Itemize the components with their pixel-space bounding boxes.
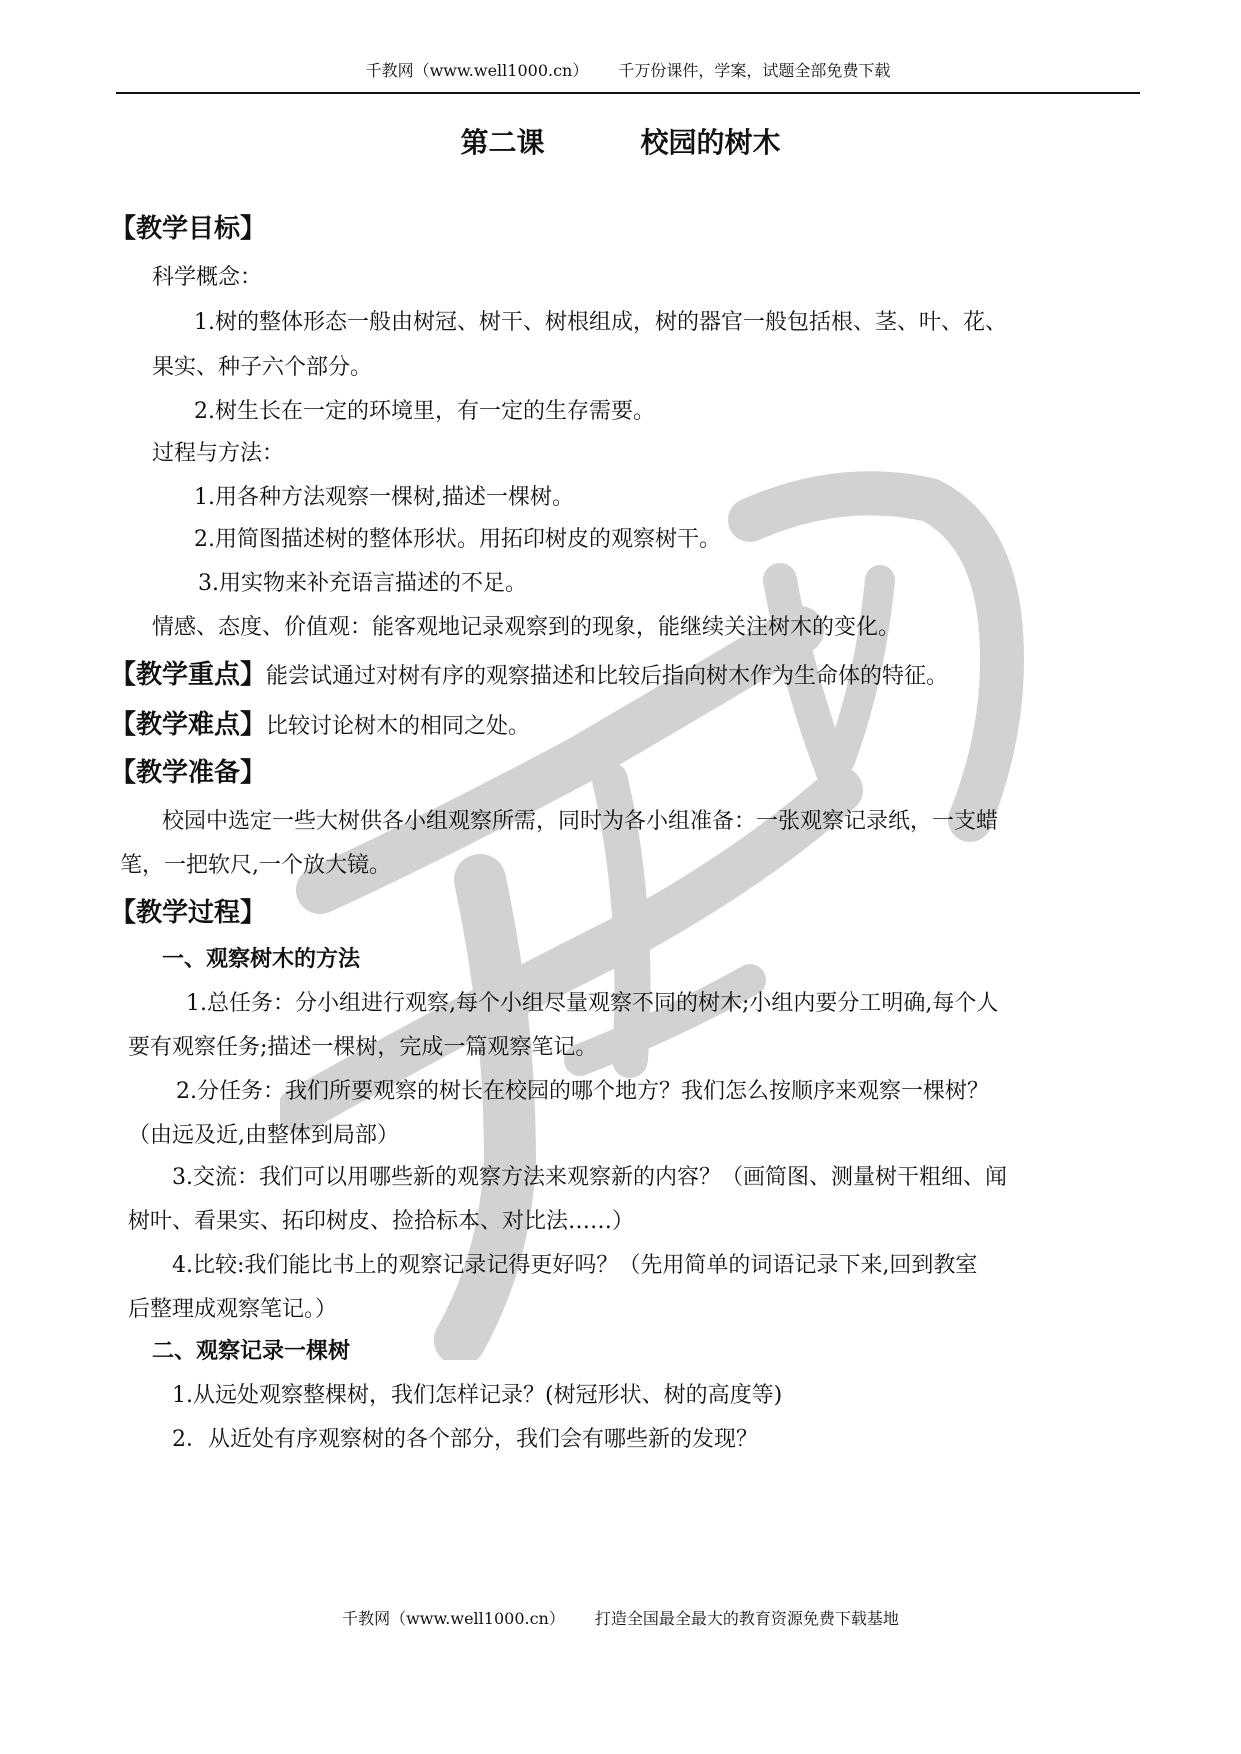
concept-1-line1: 1.树的整体形态一般由树冠、树干、树根组成，树的器官一般包括根、茎、叶、花、 — [194, 310, 1007, 335]
part2-title: 二、观察记录一棵树 — [152, 1339, 351, 1364]
header-site: 千教网（www.well1000.cn） — [365, 61, 589, 80]
part1-item2-line2: （由远及近,由整体到局部） — [128, 1123, 399, 1148]
part1-item4-line2: 后整理成观察笔记。） — [128, 1297, 338, 1322]
lesson-title — [0, 121, 1241, 161]
method-2: 2.用简图描述树的整体形状。用拓印树皮的观察树干。 — [194, 527, 721, 552]
method-1: 1.用各种方法观察一棵树,描述一棵树。 — [194, 485, 574, 510]
part1-item3-line1: 3.交流：我们可以用哪些新的观察方法来观察新的内容？（画简图、测量树干粗细、闻 — [172, 1165, 1007, 1190]
part1-title: 一、观察树木的方法 — [162, 947, 361, 972]
key-point-row — [110, 654, 948, 691]
difficulty-text: 比较讨论树木的相同之处。 — [266, 714, 531, 739]
difficulty-row — [110, 704, 530, 741]
science-concept-label: 科学概念： — [152, 265, 263, 290]
method-3: 3.用实物来补充语言描述的不足。 — [198, 571, 527, 596]
objectives-heading: 【教学目标】 — [110, 214, 267, 244]
attitude-objective: 情感、态度、价值观：能客观地记录观察到的现象，能继续关注树木的变化。 — [152, 615, 901, 640]
footer-slogan: 打造全国最全最大的教育资源免费下载基地 — [594, 1609, 899, 1628]
part1-item3-line2: 树叶、看果实、拓印树皮、捡拾标本、对比法……） — [128, 1209, 635, 1234]
prep-line1: 校园中选定一些大树供各小组观察所需，同时为各小组准备：一张观察记录纸，一支蜡 — [162, 809, 999, 834]
part2-item2: 2．从近处有序观察树的各个部分，我们会有哪些新的发现？ — [172, 1427, 758, 1452]
key-heading: 【教学重点】 — [110, 660, 267, 690]
part1-item4-line1: 4.比较:我们能比书上的观察记录记得更好吗？（先用简单的词语记录下来,回到教室 — [172, 1253, 978, 1278]
difficulty-heading: 【教学难点】 — [110, 710, 267, 740]
page-header — [116, 58, 1140, 94]
part1-item1-line1: 1.总任务：分小组进行观察,每个小组尽量观察不同的树木;小组内要分工明确,每个人 — [186, 991, 999, 1016]
key-text: 能尝试通过对树有序的观察描述和比较后指向树木作为生命体的特征。 — [266, 664, 949, 689]
part1-item1-line2: 要有观察任务;描述一棵树，完成一篇观察笔记。 — [128, 1035, 598, 1060]
part2-item1: 1.从远处观察整棵树，我们怎样记录？(树冠形状、树的高度等) — [172, 1383, 783, 1408]
part1-item2-line1: 2.分任务：我们所要观察的树长在校园的哪个地方？我们怎么按顺序来观察一棵树？ — [176, 1079, 989, 1104]
page-footer — [0, 1606, 1241, 1629]
lesson-number: 第二课 — [460, 126, 545, 159]
header-slogan: 千万份课件，学案，试题全部免费下载 — [618, 61, 891, 80]
process-method-label: 过程与方法： — [152, 441, 285, 466]
prep-heading: 【教学准备】 — [110, 758, 267, 788]
prep-line2: 笔，一把软尺,一个放大镜。 — [120, 853, 391, 878]
process-heading: 【教学过程】 — [110, 898, 267, 928]
lesson-name: 校园的树木 — [640, 126, 781, 159]
concept-1-line2: 果实、种子六个部分。 — [152, 355, 373, 380]
footer-site: 千教网（www.well1000.cn） — [342, 1609, 565, 1628]
concept-2: 2.树生长在一定的环境里，有一定的生存需要。 — [194, 399, 655, 424]
